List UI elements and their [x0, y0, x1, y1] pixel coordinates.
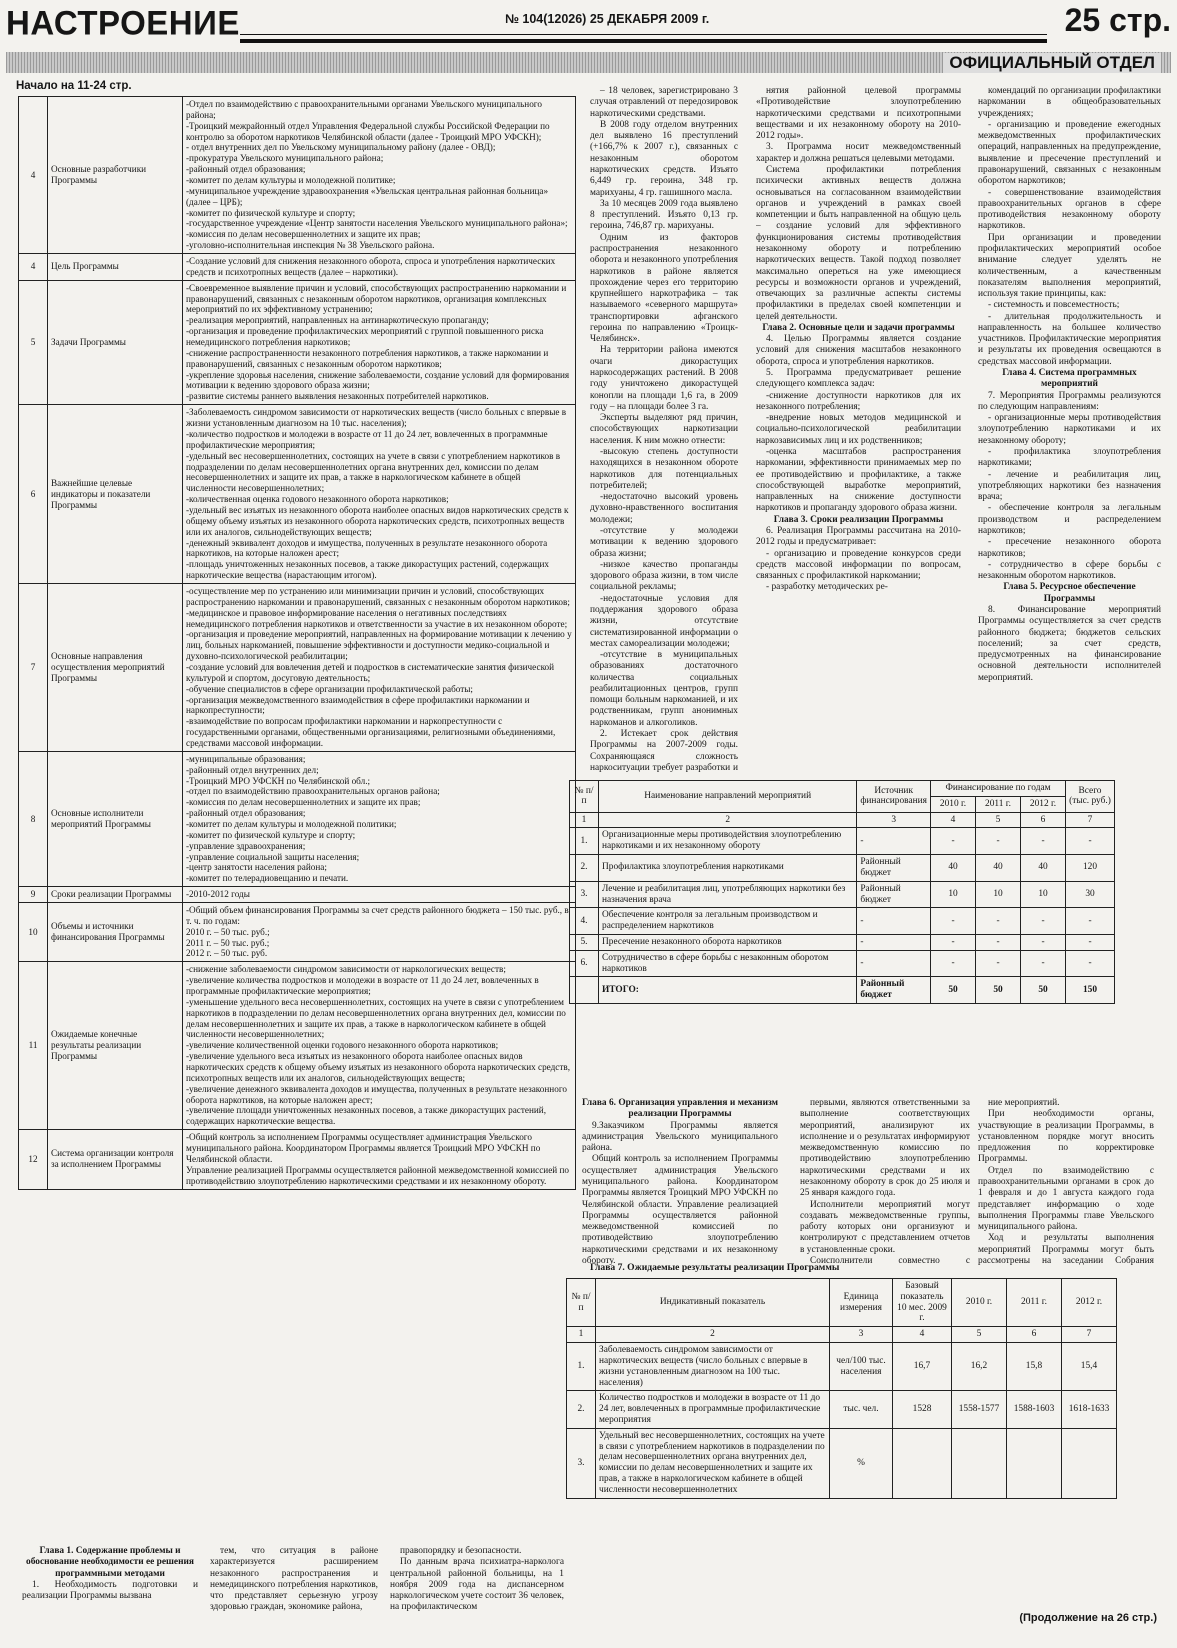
chapter-heading: Глава 3. Сроки реализации Программы: [773, 514, 944, 525]
fin-row-y2012: -: [1021, 934, 1066, 950]
passport-row-content: [183, 583, 576, 751]
fin-total-label: ИТОГО:: [599, 977, 857, 1004]
newspaper-brand: НАСТРОЕНИЕ: [6, 3, 240, 42]
fin-col-number: 3: [857, 812, 931, 828]
paragraph: 2. Истекает срок действия Программы на 2007-2009 годы. Сохраняющаяся сложность наркоситуации требует разработки и: [590, 729, 738, 773]
res-row-name: Заболеваемость синдромом зависимости от наркотических веществ (число больных с впервые в жизни установленным диагнозом на 100 тыс. населения): [596, 1343, 830, 1391]
chapter-heading: Глава 4. Система программных мероприятий: [1002, 368, 1137, 390]
fin-row-source: -: [857, 934, 931, 950]
fin-row: [570, 855, 1115, 882]
paragraph: Соисполнители совместно с: [810, 1255, 970, 1266]
passport-line: -реализация мероприятий, направленных на антинаркотическую пропаганду;: [186, 315, 489, 326]
passport-row: [19, 751, 576, 886]
passport-line: 2010 г. – 50 тыс. руб.;: [186, 926, 270, 937]
paragraph: - сотрудничество в сфере борьбы с незаконным оборотом наркотиков.: [978, 559, 1161, 582]
paragraph: - профилактика злоупотребления наркотиками;: [978, 447, 1161, 469]
passport-line: -Заболеваемость синдромом зависимости от наркотических веществ (число больных с впервые в жизни установленным диагнозом на 10 тыс. населения);: [186, 407, 567, 429]
passport-row-title: Важнейшие целевые индикаторы и показатели Программы: [48, 405, 183, 584]
passport-line: -увеличение площади уничтоженных незаконных посевов, а также дикорастущих растений, содержащих наркотические вещества.: [186, 1105, 547, 1127]
passport-row-title: Сроки реализации Программы: [48, 887, 183, 903]
res-row-y2011: 1588-1603: [1007, 1391, 1062, 1428]
paragraph: 5. Программа предусматривает решение следующего комплекса задач:: [756, 368, 961, 390]
paragraph: - обеспечение контроля за легальным производством и распределением наркотиков;: [978, 503, 1161, 536]
paragraph: -высокую степень доступности находящихся в незаконном обороте наркотиков для потенциальных потребителей;: [590, 447, 738, 491]
paragraph: нятия районной целевой программы «Противодействие злоупотреблению наркотическими средствами и психотропными веществами и их незаконному обороту на 2010-2012 годы».: [756, 86, 961, 142]
paragraph: - лечение и реабилитация лиц, употребляющих наркотики без назначения врача;: [978, 469, 1161, 503]
res-col-number: 1: [567, 1327, 596, 1343]
passport-line: -районный отдел образования;: [186, 164, 306, 175]
fin-row-name: Профилактика злоупотребления наркотиками: [599, 855, 857, 882]
passport-row-title: Цель Программы: [48, 254, 183, 281]
passport-line: -отдел по взаимодействию правоохранительных органов района;: [186, 786, 440, 797]
fin-col-number: 7: [1066, 812, 1115, 828]
paragraph: 6. Реализация Программы рассчитана на 2010-2012 годы и предусматривает:: [756, 525, 961, 548]
paragraph: 1. Необходимость подготовки и реализации Программы вызвана: [22, 1579, 198, 1602]
passport-line: -увеличение количественной оценки годового незаконного оборота наркотиков;: [186, 1040, 499, 1051]
paragraph: Ход и результаты выполнения мероприятий Программы могут быть рассмотрены на заседании Собрания: [978, 1233, 1154, 1266]
passport-line: -районный отдел образования;: [186, 808, 306, 819]
passport-row-content: [183, 903, 576, 962]
fin-row-n: 5.: [570, 934, 599, 950]
res-row: [567, 1428, 1117, 1498]
passport-row: [19, 280, 576, 404]
passport-row-content: [183, 962, 576, 1130]
res-header-n: № п/п: [567, 1279, 596, 1327]
paragraph: - системность и повсеместность;: [988, 300, 1120, 311]
fin-row-y2010: -: [931, 950, 976, 977]
passport-line: -снижение заболеваемости синдромом зависимости от наркологических веществ;: [186, 964, 506, 975]
paragraph: При необходимости органы, участвующие в реализации Программы, в установленном порядке могут вносить предложения по корректировке Программы.: [978, 1109, 1154, 1165]
passport-row-content: [183, 1130, 576, 1189]
res-row-y2011: 15,8: [1007, 1343, 1062, 1391]
passport-line: 2011 г. – 50 тыс. руб.;: [186, 937, 270, 948]
fin-row-source: Районный бюджет: [857, 855, 931, 882]
passport-line: -комиссия по делам несовершеннолетних и защите их прав;: [186, 229, 421, 240]
text-column-chapter1-b: [210, 1546, 378, 1642]
paragraph: - совершенствование взаимодействия правоохранительных органов в сфере противодействия незаконному обороту наркотиков.: [978, 187, 1161, 232]
fin-row-y2011: -: [976, 908, 1021, 935]
passport-line: -увеличение удельного веса изъятых из незаконного оборота наиболее опасных видов наркотических средств к общему объему изъятых из незаконного оборота наркотических средств, психотропных веществ или их аналогов, сильнодействующих веществ;: [186, 1051, 571, 1083]
passport-line: -комитет по физической культуре и спорту;: [186, 829, 356, 840]
paragraph: На территории района имеются очаги дикорастущих наркосодержащих растений. В 2008 году уничтожено дикорастущей конопли на площади 1,6 га, в 2009 году – на площади более 3 га.: [590, 345, 738, 412]
paragraph: За 10 месяцев 2009 года выявлено 8 преступлений. Изъято 0,13 гр. героина, 746,87 гр. марихуаны.: [590, 198, 738, 232]
res-header-name: Индикативный показатель: [596, 1279, 830, 1327]
fin-row-total: -: [1066, 934, 1115, 950]
passport-row-title: Система организации контроля за исполнением Программы: [48, 1130, 183, 1189]
passport-line: -денежный эквивалент доходов и имущества, полученных в результате незаконного оборота наркотиков, на которые наложен арест;: [186, 537, 548, 559]
paragraph: По данным врача психиатра-нарколога центральной районной больницы, на 1 ноября 2009 года на диспансерном наркологическом учете состоит 36 человек, на профилактическом: [390, 1557, 564, 1613]
text-column-2: [590, 86, 738, 776]
section-title: ОФИЦИАЛЬНЫЙ ОТДЕЛ: [943, 53, 1161, 73]
passport-row: [19, 405, 576, 584]
res-row: [567, 1391, 1117, 1428]
continued-from: Начало на 11-24 стр.: [16, 80, 132, 92]
paragraph: - организационные меры противодействия злоупотреблению наркотиками и их незаконному обороту;: [978, 413, 1161, 446]
page-number: 25 стр.: [1064, 2, 1171, 38]
passport-line: -медицинское и правовое информирование населения о негативных последствиях немедицинского потребления наркотиков и ответственности за участие в их незаконном обороте;: [186, 607, 568, 629]
paragraph: Эксперты выделяют ряд причин, способствующих наркотизации населения. К ним можно отнести:: [590, 413, 738, 446]
passport-row-content: [183, 254, 576, 281]
text-column-chapter1: [22, 1546, 198, 1642]
fin-header-total: Всего (тыс. руб.): [1066, 781, 1115, 813]
passport-row-content: [183, 280, 576, 404]
fin-row-n: 6.: [570, 950, 599, 977]
res-row-base: 16,7: [893, 1343, 952, 1391]
fin-row-y2010: -: [931, 908, 976, 935]
paragraph: тем, что ситуация в районе характеризуется расширением незаконного распространения и немедицинского потребления наркотиков, что представляет серьезную угрозу здоровью граждан, экономике района,: [210, 1546, 378, 1613]
res-header-y2012: 2012 г.: [1062, 1279, 1117, 1327]
passport-row-content: [183, 405, 576, 584]
passport-line: -снижение распространенности незаконного потребления наркотиков, а также наркомании и правонарушений, связанных с незаконным оборотом наркотиков;: [186, 347, 549, 369]
passport-row-number: 8: [19, 751, 48, 886]
paragraph: -снижение доступности наркотиков для их незаконного потребления;: [756, 390, 961, 412]
passport-row-content: [183, 97, 576, 254]
res-row-y2010: 16,2: [952, 1343, 1007, 1391]
results-table-caption: Глава 7. Ожидаемые результаты реализации Программы: [590, 1262, 840, 1273]
paragraph: - пресечение незаконного оборота наркотиков;: [978, 537, 1161, 559]
passport-line: -уменьшение удельного веса несовершеннолетних, состоящих на учете в связи с употреблением наркотиков в подразделении по делам несовершеннолетних органа внутренних дел, комиссии по делам несовершеннолетних и защите их прав, а также в наркологическом кабинете в общей численности несовершеннолетних;: [186, 996, 566, 1040]
paragraph: Система профилактики потребления психически активных веществ должна основываться на согласованном взаимодействии органов и учреждений в рамках своей компетенции и быть направленной на общую цель – создание условий для эффективного функционирования системы противодействия незаконному обороту и потреблению наркотических веществ. Такой подход позволяет максимально опереться на уже имеющиеся ресурсы и возможности органов и учреждений, отвечающих за различные аспекты системы профилактики в пределах своей компетенции и целей деятельности.: [756, 164, 961, 322]
paragraph: -отсутствие в муниципальных образованиях достаточного количества социальных реабилитационных центров, групп помощи больным наркоманией, и их родственникам, групп анонимных наркоманов и алкоголиков.: [590, 650, 738, 728]
fin-header-y2010: 2010 г.: [931, 796, 976, 812]
paragraph: -внедрение новых методов медицинской и социально-психологической реабилитации наркозависимых лиц и их родственников;: [756, 413, 961, 446]
passport-line: -комитет по телерадиовещанию и печати.: [186, 873, 349, 884]
passport-line: -районный отдел внутренних дел;: [186, 764, 319, 775]
passport-row: [19, 583, 576, 751]
paragraph: правопорядку и безопасности.: [400, 1546, 522, 1556]
passport-line: -организация и проведение мероприятий, направленных на формирование мотивации к лечению у лиц, больных наркоманией, повышение эффективности и доступности медико-социальной и духовно-психологической реабилитации;: [186, 629, 572, 662]
fin-row: [570, 908, 1115, 935]
res-col-number: 5: [952, 1327, 1007, 1343]
fin-row-source: -: [857, 908, 931, 935]
fin-row: [570, 934, 1115, 950]
fin-header-y2012: 2012 г.: [1021, 796, 1066, 812]
res-col-number: 7: [1062, 1327, 1117, 1343]
fin-row-n: 2.: [570, 855, 599, 882]
res-row: [567, 1343, 1117, 1391]
text-column-3: [756, 86, 961, 776]
paragraph: ние мероприятий.: [988, 1098, 1060, 1108]
fin-row-y2011: -: [976, 934, 1021, 950]
paragraph: 7. Мероприятия Программы реализуются по следующим направлениям:: [978, 390, 1161, 412]
fin-row-y2012: -: [1021, 950, 1066, 977]
res-row-y2010: 1558-1577: [952, 1391, 1007, 1428]
paragraph: - разработку методических ре-: [766, 582, 888, 593]
passport-row-content: [183, 751, 576, 886]
res-col-number: 3: [830, 1327, 893, 1343]
passport-line: -комитет по делам культуры и молодежной политике;: [186, 175, 396, 186]
fin-row-name: Лечение и реабилитация лиц, употребляющих наркотики без назначения врача: [599, 881, 857, 908]
passport-line: -площадь уничтоженных незаконных посевов, а также дикорастущих растений, содержащих наркотические вещества (нарастающим итогом).: [186, 559, 549, 581]
passport-line: Управление реализацией Программы осуществляется районной межведомственной комиссией по противодействию злоупотреблению наркотическими средствами и их незаконному обороту.: [186, 1164, 570, 1186]
res-header-base: Базовый показатель 10 мес. 2009 г.: [893, 1279, 952, 1327]
program-passport-table: [18, 96, 576, 1190]
header-rule: [240, 34, 1047, 35]
passport-line: -комитет по делам культуры и молодежной политики;: [186, 819, 397, 829]
fin-row-name: Сотрудничество в сфере борьбы с незаконным оборотом наркотиков: [599, 950, 857, 977]
paragraph: 4. Целью Программы является создание условий для снижения масштабов незаконного оборота, спроса и употребления наркотиков.: [756, 334, 961, 367]
fin-col-number: 6: [1021, 812, 1066, 828]
fin-header-n: № п/п: [570, 781, 599, 813]
fin-row-source: Районный бюджет: [857, 881, 931, 908]
passport-row-title: Ожидаемые конечные результаты реализации Программы: [48, 962, 183, 1130]
fin-row-y2011: -: [976, 950, 1021, 977]
passport-row: [19, 97, 576, 254]
fin-row-y2010: 40: [931, 855, 976, 882]
fin-header-y2011: 2011 г.: [976, 796, 1021, 812]
fin-row-y2011: 40: [976, 855, 1021, 882]
res-row-y2012: [1062, 1428, 1117, 1498]
res-row-name: Удельный вес несовершеннолетних, состоящих на учете в связи с употреблением наркотиков в подразделении по делам несовершеннолетних органа внутренних дел, комиссии по делам несовершеннолетних и защите их прав, а также в наркологическом кабинете в общей численности несовершеннолетних: [596, 1428, 830, 1498]
passport-line: -центр занятости населения района;: [186, 862, 327, 873]
passport-line: -обучение специалистов в сфере организации профилактической работы;: [186, 683, 473, 694]
paragraph: Исполнители мероприятий могут создавать межведомственные группы, работу которых они организуют и контролируют с представлением отчетов в установленные сроки.: [800, 1199, 970, 1255]
fin-header-name: Наименование направлений мероприятий: [599, 781, 857, 813]
passport-line: -взаимодействие по вопросам профилактики наркомании и наркопреступности с государственными органами, общественными организациями, религиозными объединениями, средствами массовой информации.: [186, 716, 556, 748]
passport-line: -управление социальной защиты населения;: [186, 851, 360, 862]
passport-line: -осуществление мер по устранению или минимизации причин и условий, способствующих распространению наркомании и правонарушений, связанных с незаконным оборотом наркотиков;: [186, 585, 570, 607]
passport-row: [19, 903, 576, 962]
paragraph: -недостаточно высокий уровень духовно-нравственного воспитания молодежи;: [590, 492, 738, 525]
masthead: [0, 0, 1177, 76]
res-row-y2012: 1618-1633: [1062, 1391, 1117, 1428]
fin-row-y2010: 10: [931, 881, 976, 908]
passport-row-content: [183, 887, 576, 903]
passport-line: -создание условий для вовлечения детей и подростков в систематические занятия физической культурой и спортом, досуговую деятельность;: [186, 661, 555, 683]
passport-row-number: 6: [19, 405, 48, 584]
fin-col-number: 4: [931, 812, 976, 828]
passport-line: 2012 г. – 50 тыс. руб.: [186, 948, 268, 959]
header-rule-thick: [240, 39, 1047, 43]
fin-row-y2012: 10: [1021, 881, 1066, 908]
paragraph: комендаций по организации профилактики наркомании в общеобразовательных учреждениях;: [978, 86, 1161, 119]
paragraph: - организацию и проведение ежегодных межведомственных профилактических операций, направленных на предупреждение, выявление и пресечение преступлений и правонарушений, связанных с незаконным оборотом наркотиков;: [978, 119, 1161, 187]
fin-total-y2010: 50: [931, 977, 976, 1004]
paragraph: При организации и проведении профилактических мероприятий особое внимание следует уделять не количественным, а качественным показателям выполнения мероприятий, используя такие принципы, как:: [978, 232, 1161, 300]
chapter-heading: Глава 1. Содержание проблемы и обоснование необходимости ее решения программными методами: [26, 1546, 194, 1579]
fin-row-total: 120: [1066, 855, 1115, 882]
text-column-chapter6: [582, 1098, 778, 1266]
passport-line: -организация межведомственного взаимодействия в сфере профилактики наркомании и наркопреступности;: [186, 694, 530, 716]
passport-row: [19, 254, 576, 281]
financing-table: [569, 780, 1115, 1004]
fin-row-y2012: -: [1021, 828, 1066, 855]
fin-header-row: [570, 781, 1115, 797]
fin-row-y2012: -: [1021, 908, 1066, 935]
passport-line: -2010-2012 годы: [186, 889, 250, 900]
text-column-chapter1-c: [390, 1546, 564, 1642]
passport-row-title: Основные исполнители мероприятий Программы: [48, 751, 183, 886]
fin-row-y2012: 40: [1021, 855, 1066, 882]
res-row-base: 1528: [893, 1391, 952, 1428]
fin-row-y2010: -: [931, 934, 976, 950]
res-col-number: 2: [596, 1327, 830, 1343]
passport-line: -муниципальные образования;: [186, 753, 306, 764]
fin-row-n: 3.: [570, 881, 599, 908]
paragraph: -недостаточные условия для поддержания здорового образа жизни, отсутствие систематизированной информации о местах самореализации молодежи;: [590, 593, 738, 649]
paragraph: -низкое качество пропаганды здорового образа жизни, в том числе социальной рекламы;: [590, 559, 738, 593]
passport-row-number: 7: [19, 583, 48, 751]
passport-row-number: 4: [19, 254, 48, 281]
res-row-n: 3.: [567, 1428, 596, 1498]
paragraph: первыми, являются ответственными за выполнение соответствующих мероприятий, анализируют их исполнение и о результатах информируют межведомственную комиссию по противодействию злоупотреблению наркотическими средствами и их незаконному обороту в срок до 25 июля и 25 января каждого года.: [800, 1098, 970, 1199]
chapter-heading: Глава 5. Ресурсное обеспечение Программы: [1003, 582, 1136, 604]
passport-line: -муниципальное учреждение здравоохранения «Увельская центральная районная больница» (далее – ЦРБ);: [186, 185, 549, 207]
passport-row: [19, 1130, 576, 1189]
res-header-y2011: 2011 г.: [1007, 1279, 1062, 1327]
passport-row-title: Основные направления осуществления мероприятий Программы: [48, 583, 183, 751]
fin-row-n: 1.: [570, 828, 599, 855]
passport-line: -удельный вес изъятых из незаконного оборота наиболее опасных видов наркотических средств к общему объему изъятых из незаконного оборота наркотических средств, психотропных веществ или их аналогов, сильнодействующих веществ;: [186, 504, 569, 537]
passport-line: -количество подростков и молодежи в возрасте от 11 до 24 лет, вовлеченных в программные профилактические мероприятия;: [186, 428, 548, 450]
fin-total-source: Районный бюджет: [857, 977, 931, 1004]
passport-line: -государственное учреждение «Центр занятости населения Увельского муниципального района»;: [186, 218, 568, 229]
passport-row: [19, 962, 576, 1130]
fin-row-n: 4.: [570, 908, 599, 935]
res-row-y2010: [952, 1428, 1007, 1498]
fin-row: [570, 828, 1115, 855]
paragraph: – 18 человек, зарегистрировано 3 случая отравлений от передозировок наркотическими средствами.: [590, 86, 738, 119]
res-row-y2011: [1007, 1428, 1062, 1498]
res-row-unit: %: [830, 1428, 893, 1498]
fin-total-y2011: 50: [976, 977, 1021, 1004]
passport-line: -Своевременное выявление причин и условий, способствующих распространению наркомании и правонарушений, связанных с незаконным оборотом наркотиков, организация комплексных мероприятий по их эффективному устранению;: [186, 282, 567, 315]
res-col-number: 4: [893, 1327, 952, 1343]
fin-numbering-row: [570, 812, 1115, 828]
passport-line: -комитет по физической культуре и спорту;: [186, 207, 356, 218]
paragraph: - организацию и проведение конкурсов среди средств массовой информации по вопросам, связанных с профилактикой наркомании;: [756, 548, 961, 582]
passport-line: -удельный вес несовершеннолетних, состоящих на учете в связи с употреблением наркотиков в подразделении по делам несовершеннолетних органа внутренних дел, комиссии по делам несовершеннолетних и защите их прав, а также в наркологическом кабинете в общей численности несовершеннолетних;: [186, 450, 561, 494]
fin-header-source: Источник финансирования: [857, 781, 931, 813]
fin-row-name: Пресечение незаконного оборота наркотиков: [599, 934, 857, 950]
paragraph: Отдел по взаимодействию с правоохранительными органами в срок до 1 февраля и до 1 августа каждого года представляет информацию о ходе выполнения Программы главе Увельского муниципального района.: [978, 1165, 1154, 1233]
passport-line: -Троицкий межрайонный отдел Управления Федеральной службы Российской Федерации по контролю за оборотом наркотиков Челябинской области (далее - Троицкий МРО УФСКН);: [186, 120, 550, 142]
res-row-n: 1.: [567, 1343, 596, 1391]
passport-row-number: 12: [19, 1130, 48, 1189]
passport-line: -прокуратура Увельского муниципального района;: [186, 153, 384, 164]
fin-row-source: -: [857, 950, 931, 977]
paragraph: 8. Финансирование мероприятий Программы осуществляется за счет средств районного бюджета; бюджетов сельских поселений; за счет средств, предусмотренных на финансирование основной деятельности исполнителей мероприятий.: [978, 604, 1161, 683]
passport-line: -Общий объем финансирования Программы за счет средств районного бюджета – 150 тыс. руб., в т. ч. по годам:: [186, 905, 569, 926]
chapter-heading: Глава 6. Организация управления и механизм реализации Программы: [582, 1098, 778, 1120]
fin-row-total: -: [1066, 908, 1115, 935]
res-row-n: 2.: [567, 1391, 596, 1428]
paragraph: Общий контроль за исполнением Программы осуществляет администрация Увельского муниципального района. Координатором Программы является Троицкий МРО УФСКН по Челябинской области. Управление реализацией Программы осуществляется районной межведомственной комиссией по противодействию злоупотреблению наркотическими средствами и их незаконному обороту.: [582, 1154, 778, 1266]
continued-to: (Продолжение на 26 стр.): [1019, 1612, 1157, 1624]
fin-row-name: Организационные меры противодействия злоупотреблению наркотиками и их незаконному обороту: [599, 828, 857, 855]
passport-line: -количественная оценка годового незаконного оборота наркотиков;: [186, 494, 449, 505]
passport-row-title: Основные разработчики Программы: [48, 97, 183, 254]
paragraph: Одним из факторов распространения незаконного оборота и незаконного употребления наркотиков в районе является прохождение через его территорию крупнейшего наркотрафика – так называемого «северного маршрута» транспортировки афганского героина по направлению «Троицк-Челябинск».: [590, 232, 738, 345]
passport-line: -Создание условий для снижения незаконного оборота, спроса и употребления наркотических средств и психотропных веществ (далее – наркотики).: [186, 256, 556, 277]
res-row-unit: тыс. чел.: [830, 1391, 893, 1428]
passport-row-title: Задачи Программы: [48, 280, 183, 404]
fin-row-y2010: -: [931, 828, 976, 855]
res-row-name: Количество подростков и молодежи в возрасте от 11 до 24 лет, вовлеченных в программные профилактические мероприятия: [596, 1391, 830, 1428]
text-column-4: [978, 86, 1161, 776]
fin-row-total: -: [1066, 950, 1115, 977]
fin-total-row: [570, 977, 1115, 1004]
text-column-chapter6-c: [978, 1098, 1154, 1266]
paragraph: 3. Программа носит межведомственный характер и должна решаться целевыми методами.: [756, 142, 961, 164]
passport-row-title: Объемы и источники финансирования Программы: [48, 903, 183, 962]
fin-row-source: -: [857, 828, 931, 855]
results-table: [566, 1278, 1117, 1499]
paragraph: - длительная продолжительность и направленность на большее количество участников. Профилактические мероприятия и результаты их проведения освещаются в средствах массовой информации.: [978, 311, 1161, 367]
passport-line: -Общий контроль за исполнением Программы осуществляет администрация Увельского муниципального района. Координатором Программы является Троицкий МРО УФСКН по Челябинской области.: [186, 1132, 541, 1164]
fin-total-spacer: [570, 977, 599, 1004]
paragraph: -оценка масштабов распространения наркомании, эффективности принимаемых мер по ее противодействию и профилактике, а также способствующей выработке мероприятий, направленных на снижение доступности наркотиков и пропаганду здорового образа жизни.: [756, 447, 961, 514]
fin-total-total: 150: [1066, 977, 1115, 1004]
passport-row-number: 4: [19, 97, 48, 254]
chapter-heading: Глава 2. Основные цели и задачи программы: [762, 322, 955, 333]
paragraph: 9.Заказчиком Программы является администрация Увельского муниципального района.: [582, 1120, 778, 1154]
res-col-number: 6: [1007, 1327, 1062, 1343]
passport-line: -Отдел по взаимодействию с правоохранительными органами Увельского муниципального района;: [186, 99, 542, 120]
passport-line: -развитие системы раннего выявления незаконных потребителей наркотиков.: [186, 391, 489, 402]
fin-col-number: 2: [599, 812, 857, 828]
passport-line: - отдел внутренних дел по Увельскому муниципальному району (далее - ОВД);: [186, 142, 496, 153]
fin-row-total: -: [1066, 828, 1115, 855]
passport-line: -управление здравоохранения;: [186, 840, 306, 851]
fin-header-group: Финансирование по годам: [931, 781, 1066, 797]
passport-row-number: 9: [19, 887, 48, 903]
passport-line: -укрепление здоровья населения, снижение заболеваемости, создание условий для формирования мотивации к ведению здорового образа жизни;: [186, 369, 570, 391]
passport-line: -увеличение денежного эквивалента доходов и имущества, полученных в результате незаконного оборота наркотиков, на которые наложен арест;: [186, 1083, 567, 1105]
passport-line: -комиссия по делам несовершеннолетних и защите их прав;: [186, 797, 421, 808]
issue-line: № 104(12026) 25 ДЕКАБРЯ 2009 г.: [505, 12, 710, 26]
fin-row-y2011: -: [976, 828, 1021, 855]
res-row-unit: чел/100 тыс. населения: [830, 1343, 893, 1391]
fin-row: [570, 881, 1115, 908]
fin-row-name: Обеспечение контроля за легальным производством и распределением наркотиков: [599, 908, 857, 935]
passport-line: -увеличение количества подростков и молодежи в возрасте от 11 до 24 лет, вовлеченных в программные профилактические мероприятия;: [186, 975, 539, 997]
fin-col-number: 5: [976, 812, 1021, 828]
passport-row-number: 11: [19, 962, 48, 1130]
fin-total-y2012: 50: [1021, 977, 1066, 1004]
res-row-y2012: 15,4: [1062, 1343, 1117, 1391]
res-header-y2010: 2010 г.: [952, 1279, 1007, 1327]
res-row-base: [893, 1428, 952, 1498]
fin-row: [570, 950, 1115, 977]
paragraph: -отсутствие у молодежи мотивации к ведению здорового образа жизни;: [590, 525, 738, 559]
paragraph: В 2008 году отделом внутренних дел выявлено 16 преступлений (+166,7% к 2007 г.), связанных с незаконным оборотом наркотических средств. Изъято 6,449 гр. героина, 348 гр. марихуаны, 4 гр. гашишного масла.: [590, 119, 738, 198]
passport-line: -организация и проведение профилактических мероприятий с группой повышенного риска немедицинского потребления наркотиков;: [186, 326, 544, 348]
res-header-row: [567, 1279, 1117, 1327]
fin-row-y2011: 10: [976, 881, 1021, 908]
passport-row-number: 10: [19, 903, 48, 962]
passport-line: -уголовно-исполнительная инспекция № 38 Увельского района.: [186, 240, 435, 251]
passport-row: [19, 887, 576, 903]
res-header-unit: Единица измерения: [830, 1279, 893, 1327]
fin-col-number: 1: [570, 812, 599, 828]
text-column-chapter6-b: [800, 1098, 970, 1266]
passport-row-number: 5: [19, 280, 48, 404]
passport-line: -Троицкий МРО УФСКН по Челябинской обл.;: [186, 775, 371, 786]
res-numbering-row: [567, 1327, 1117, 1343]
fin-row-total: 30: [1066, 881, 1115, 908]
